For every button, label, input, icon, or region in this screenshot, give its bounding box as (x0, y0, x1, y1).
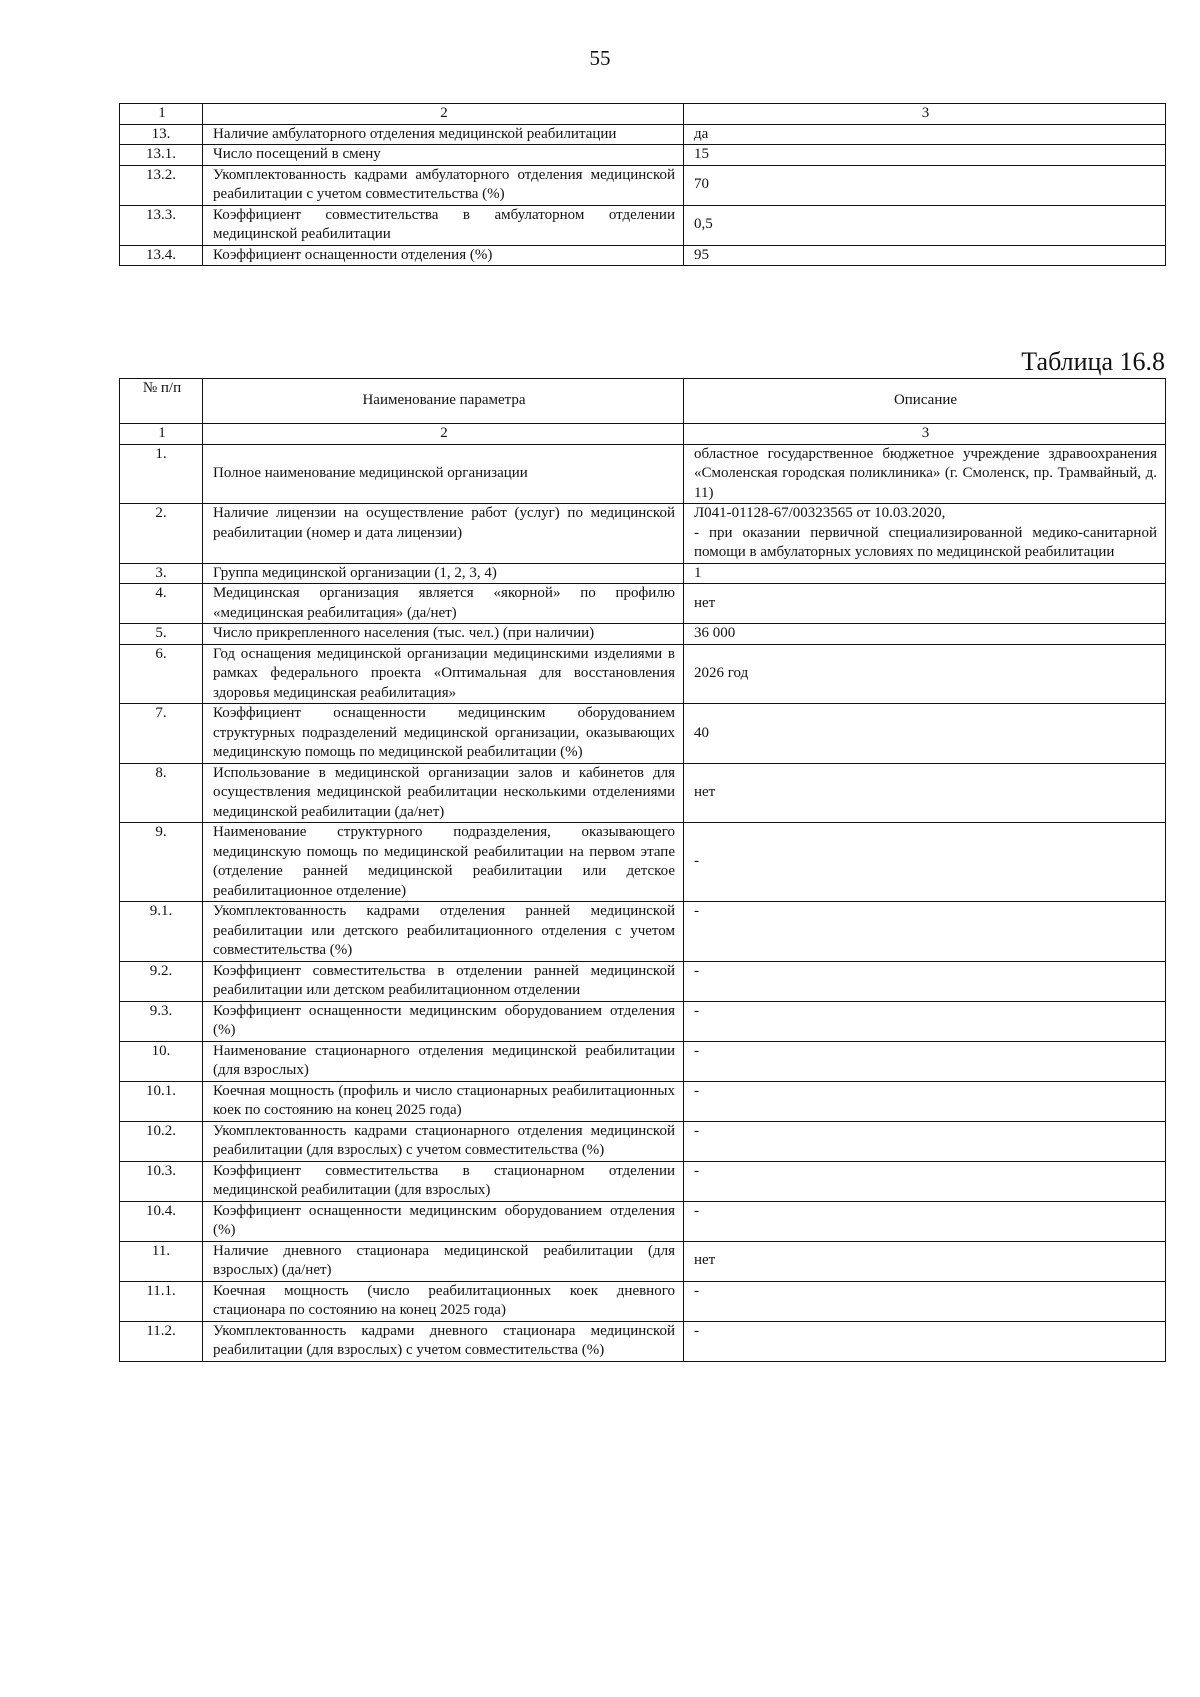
parameter-value: - (684, 1161, 1166, 1201)
table-row (120, 584, 1166, 624)
table-row (120, 704, 1166, 764)
table-row (120, 124, 1166, 145)
parameter-value: - (684, 1321, 1166, 1361)
parameter-name: Наличие лицензии на осуществление работ (услуг) по медицинской реабилитации (номер и дата лицензии) (203, 504, 684, 564)
parameter-value: 40 (684, 704, 1166, 764)
parameter-value: 1 (684, 563, 1166, 584)
table-row (120, 1121, 1166, 1161)
parameter-name: Коечная мощность (число реабилитационных коек дневного стационара по состоянию на конец 2025 года) (203, 1281, 684, 1321)
row-number: 10.1. (120, 1081, 203, 1121)
row-number: 11. (120, 1241, 203, 1281)
parameter-value: 36 000 (684, 624, 1166, 645)
parameter-value: - (684, 1281, 1166, 1321)
table-row (120, 902, 1166, 962)
parameter-name: Полное наименование медицинской организации (203, 444, 684, 504)
table-row (120, 1161, 1166, 1201)
table-row (120, 1081, 1166, 1121)
parameter-value: 0,5 (684, 205, 1166, 245)
parameter-value: 95 (684, 245, 1166, 266)
parameter-value: - (684, 1201, 1166, 1241)
table-row (120, 1041, 1166, 1081)
parameter-value: - (684, 1081, 1166, 1121)
parameter-value (684, 504, 1166, 564)
parameter-name: Коэффициент оснащенности отделения (%) (203, 245, 684, 266)
parameter-value: - (684, 1001, 1166, 1041)
table-row (120, 165, 1166, 205)
row-number: 13.3. (120, 205, 203, 245)
parameter-name: Число прикрепленного населения (тыс. чел.) (при наличии) (203, 624, 684, 645)
column-number: 2 (203, 104, 684, 125)
parameter-name: Коэффициент оснащенности медицинским оборудованием отделения (%) (203, 1201, 684, 1241)
parameter-name: Использование в медицинской организации залов и кабинетов для осуществления медицинской реабилитации несколькими отделениями медицинской реабилитации (да/нет) (203, 763, 684, 823)
parameter-name: Наименование структурного подразделения, оказывающего медицинскую помощь по медицинской реабилитации на первом этапе (отделение ранней медицинской реабилитации или детское реабилитационное отделение) (203, 823, 684, 902)
parameter-name: Число посещений в смену (203, 145, 684, 166)
parameter-name: Группа медицинской организации (1, 2, 3, 4) (203, 563, 684, 584)
row-number: 11.2. (120, 1321, 203, 1361)
parameter-value: - (684, 823, 1166, 902)
parameter-name: Коэффициент оснащенности медицинским оборудованием структурных подразделений медицинской организации, оказывающих медицинскую помощь по медицинской реабилитации (%) (203, 704, 684, 764)
license-number: Л041-01128-67/00323565 от 10.03.2020, (694, 505, 946, 521)
table-row (120, 624, 1166, 645)
table-row (120, 563, 1166, 584)
parameter-name: Коэффициент совместительства в отделении ранней медицинской реабилитации или детском реабилитационном отделении (203, 961, 684, 1001)
table-row (120, 245, 1166, 266)
row-number: 8. (120, 763, 203, 823)
table-row (120, 444, 1166, 504)
row-number: 9. (120, 823, 203, 902)
parameter-value: - (684, 961, 1166, 1001)
table-row (120, 145, 1166, 166)
parameter-value: 2026 год (684, 644, 1166, 704)
column-header-number: № п/п (120, 379, 203, 424)
table-row (120, 644, 1166, 704)
table-row (120, 1241, 1166, 1281)
page-number: 55 (589, 46, 611, 70)
table-row (120, 1201, 1166, 1241)
parameter-value: - (684, 902, 1166, 962)
table-row (120, 205, 1166, 245)
parameter-name: Коечная мощность (профиль и число стационарных реабилитационных коек по состоянию на конец 2025 года) (203, 1081, 684, 1121)
row-number: 6. (120, 644, 203, 704)
column-header-description: Описание (684, 379, 1166, 424)
column-number: 3 (684, 104, 1166, 125)
column-number-row (120, 104, 1166, 125)
row-number: 1. (120, 444, 203, 504)
row-number: 5. (120, 624, 203, 645)
header-row (120, 379, 1166, 424)
table-row (120, 504, 1166, 564)
parameter-value: 15 (684, 145, 1166, 166)
table-row (120, 961, 1166, 1001)
column-number: 3 (684, 424, 1166, 445)
row-number: 10. (120, 1041, 203, 1081)
parameter-value: да (684, 124, 1166, 145)
column-number-row (120, 424, 1166, 445)
row-number: 9.3. (120, 1001, 203, 1041)
row-number: 13. (120, 124, 203, 145)
table-row (120, 1321, 1166, 1361)
row-number: 3. (120, 563, 203, 584)
parameter-name: Укомплектованность кадрами дневного стационара медицинской реабилитации (для взрослых) с учетом совместительства (%) (203, 1321, 684, 1361)
parameter-value: областное государственное бюджетное учреждение здравоохранения «Смоленская городская поликлиника» (г. Смоленск, пр. Трамвайный, д. 11) (684, 444, 1166, 504)
table-caption: Таблица 16.8 (1021, 347, 1165, 376)
row-number: 10.3. (120, 1161, 203, 1201)
parameter-name: Наличие дневного стационара медицинской реабилитации (для взрослых) (да/нет) (203, 1241, 684, 1281)
previous-table-continuation (119, 103, 1166, 266)
column-number: 1 (120, 104, 203, 125)
table-row (120, 1281, 1166, 1321)
parameter-value: - (684, 1041, 1166, 1081)
license-scope: - при оказании первичной специализированной медико-санитарной помощи в амбулаторных условиях по медицинской реабилитации (694, 524, 1157, 560)
column-number: 2 (203, 424, 684, 445)
parameter-name: Укомплектованность кадрами отделения ранней медицинской реабилитации или детского реабилитационного отделения с учетом совместительства (%) (203, 902, 684, 962)
column-header-parameter: Наименование параметра (203, 379, 684, 424)
row-number: 13.1. (120, 145, 203, 166)
parameter-name: Коэффициент совместительства в стационарном отделении медицинской реабилитации (для взрослых) (203, 1161, 684, 1201)
row-number: 13.2. (120, 165, 203, 205)
parameter-name: Год оснащения медицинской организации медицинскими изделиями в рамках федерального проекта «Оптимальная для восстановления здоровья медицинская реабилитация» (203, 644, 684, 704)
row-number: 9.1. (120, 902, 203, 962)
row-number: 2. (120, 504, 203, 564)
parameter-name: Укомплектованность кадрами амбулаторного отделения медицинской реабилитации с учетом совместительства (%) (203, 165, 684, 205)
row-number: 7. (120, 704, 203, 764)
table-row (120, 763, 1166, 823)
parameter-value: нет (684, 1241, 1166, 1281)
parameters-table (119, 378, 1166, 1362)
parameter-name: Наименование стационарного отделения медицинской реабилитации (для взрослых) (203, 1041, 684, 1081)
row-number: 10.2. (120, 1121, 203, 1161)
parameter-name: Укомплектованность кадрами стационарного отделения медицинской реабилитации (для взрослых) с учетом совместительства (%) (203, 1121, 684, 1161)
row-number: 11.1. (120, 1281, 203, 1321)
column-number: 1 (120, 424, 203, 445)
parameter-name: Медицинская организация является «якорной» по профилю «медицинская реабилитация» (да/нет) (203, 584, 684, 624)
parameter-value: нет (684, 763, 1166, 823)
parameter-value: 70 (684, 165, 1166, 205)
row-number: 13.4. (120, 245, 203, 266)
parameter-value: - (684, 1121, 1166, 1161)
parameter-name: Наличие амбулаторного отделения медицинской реабилитации (203, 124, 684, 145)
table-row (120, 1001, 1166, 1041)
row-number: 4. (120, 584, 203, 624)
parameter-name: Коэффициент оснащенности медицинским оборудованием отделения (%) (203, 1001, 684, 1041)
parameter-value: нет (684, 584, 1166, 624)
table-row (120, 823, 1166, 902)
row-number: 10.4. (120, 1201, 203, 1241)
row-number: 9.2. (120, 961, 203, 1001)
parameter-name: Коэффициент совместительства в амбулаторном отделении медицинской реабилитации (203, 205, 684, 245)
